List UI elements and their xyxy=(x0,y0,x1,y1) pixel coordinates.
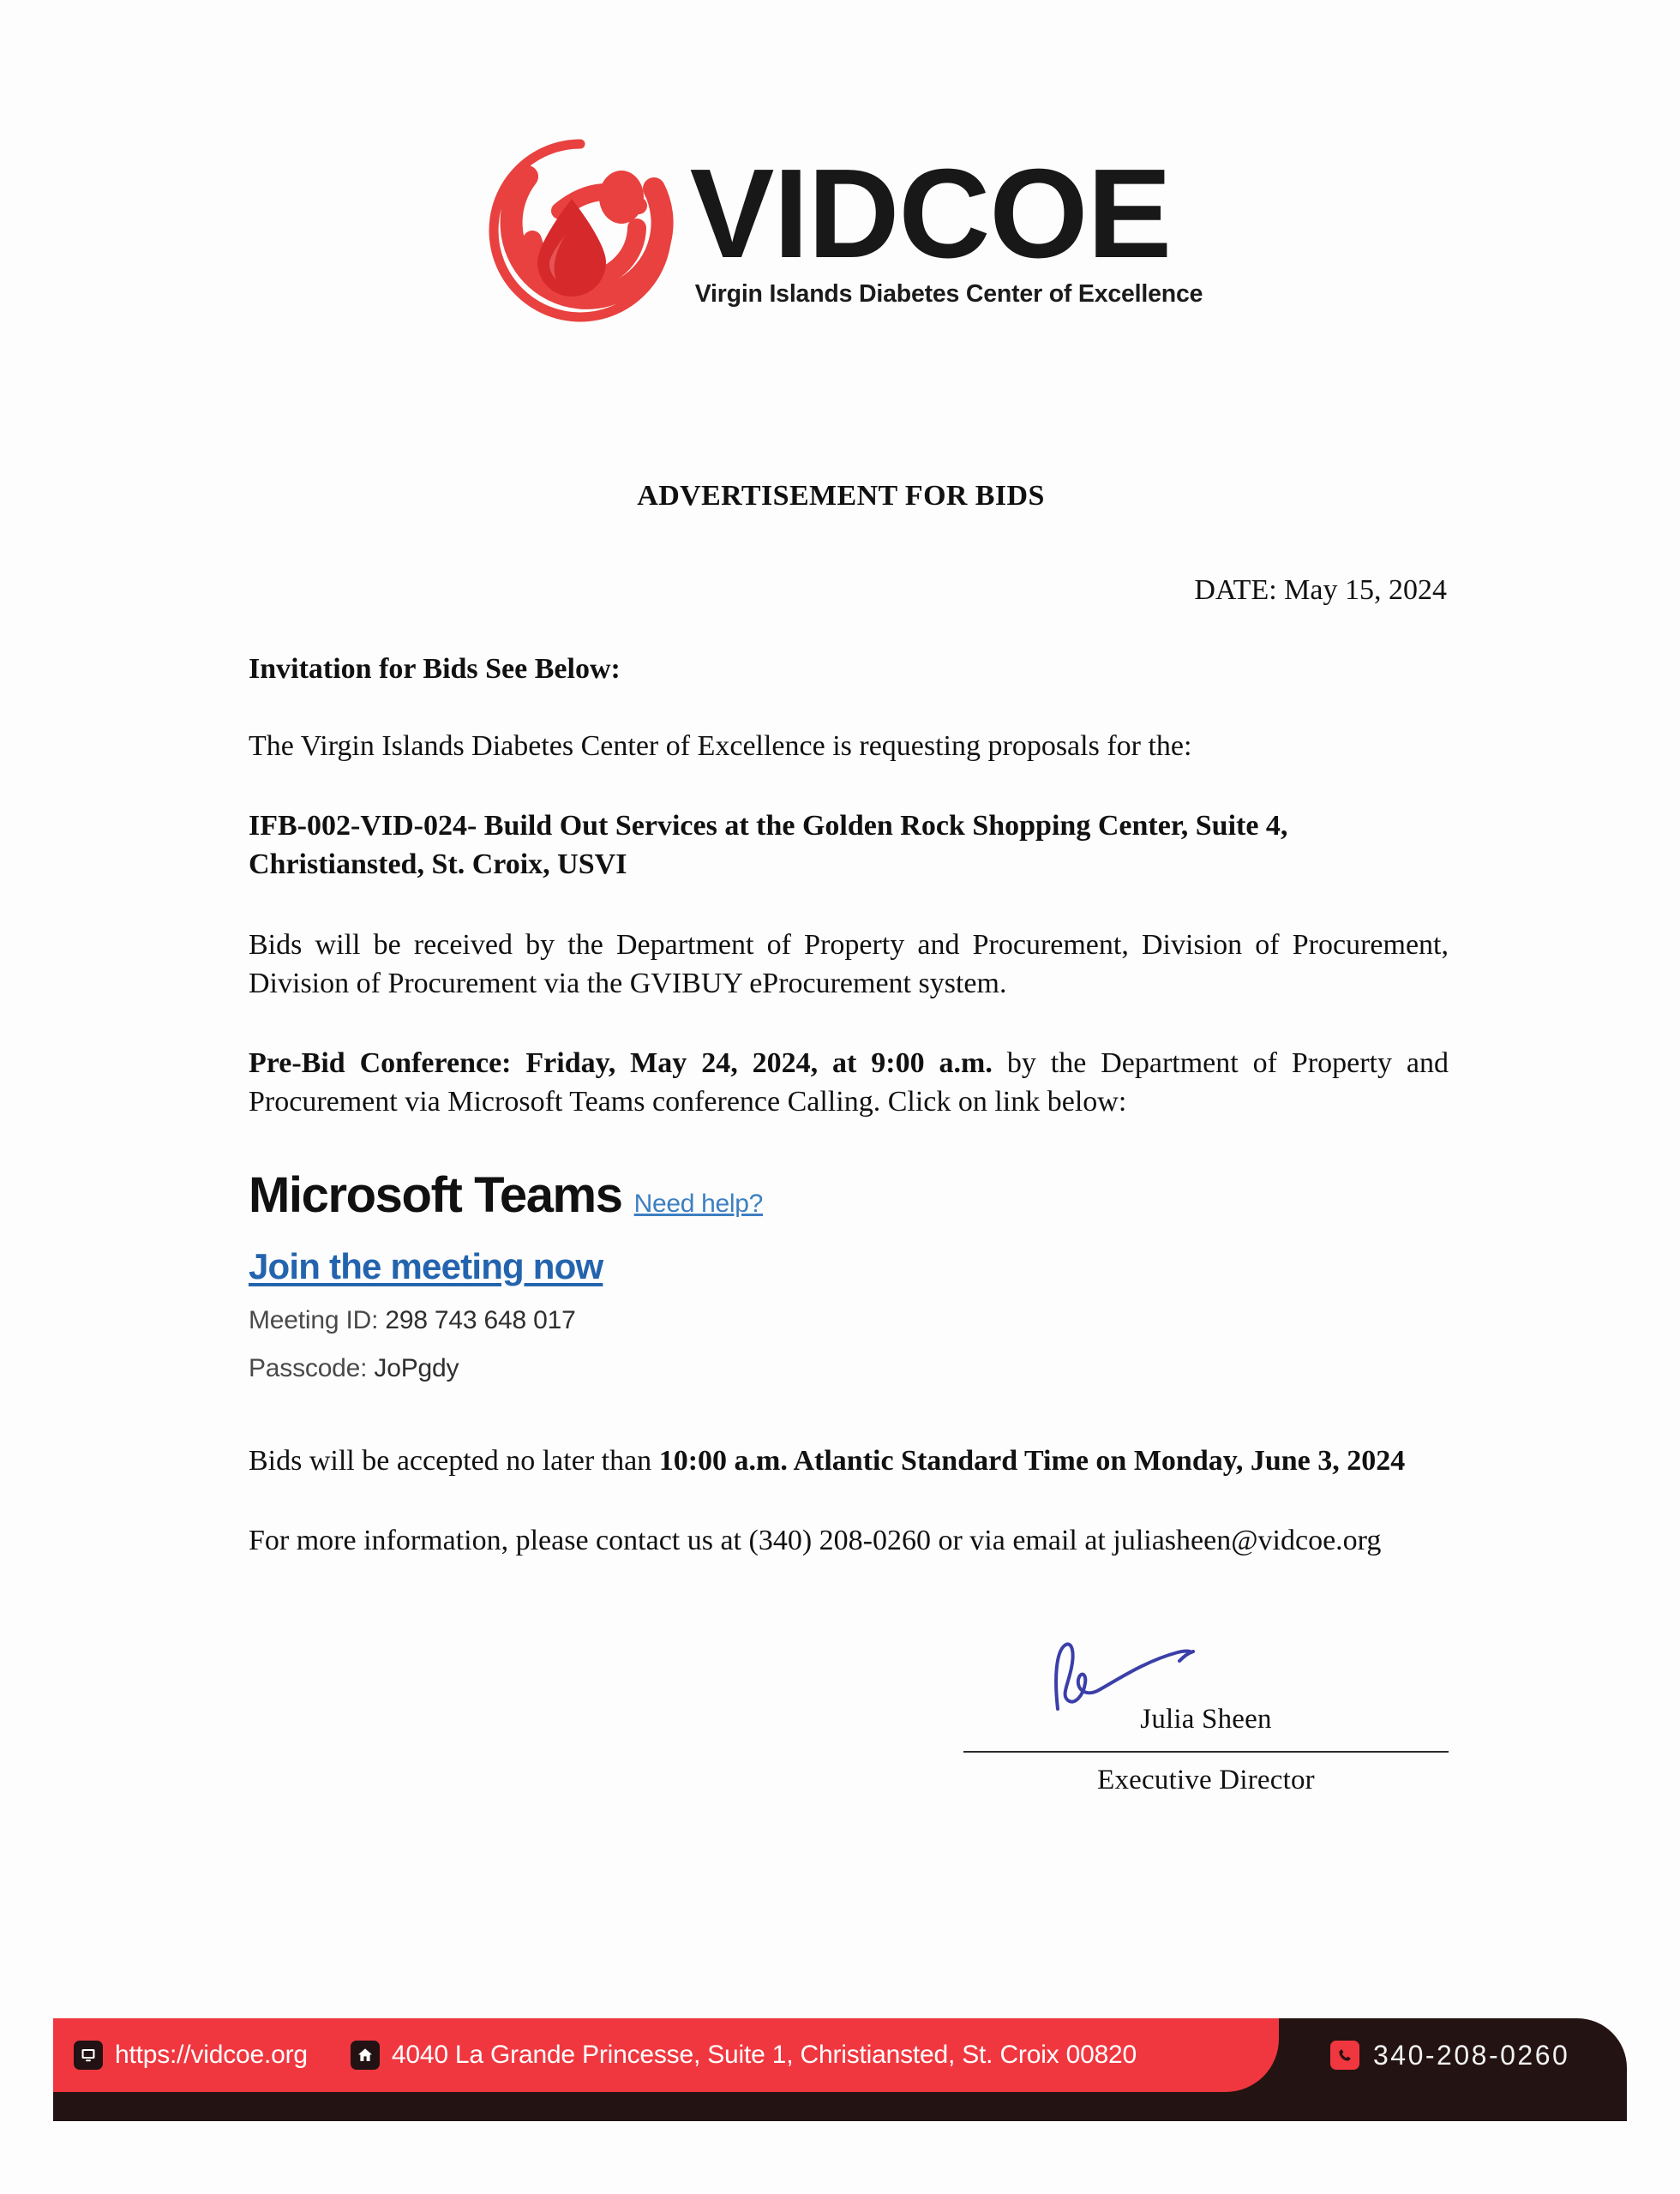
footer-phone-group xyxy=(1330,2018,1569,2092)
footer-address: 4040 La Grande Princesse, Suite 1, Christiansted, St. Croix 00820 xyxy=(391,2041,1137,2069)
document-body xyxy=(249,480,1449,1796)
prebid-rest-text: by the Department of Property and Procurement via Microsoft Teams conference Calling. Click on link below: xyxy=(249,1047,1449,1118)
prebid-bold-text: Pre-Bid Conference: Friday, May 24, 2024, at 9:00 a.m. xyxy=(249,1047,993,1080)
passcode-value: JoPgdy xyxy=(374,1353,459,1382)
signature-rule xyxy=(963,1751,1449,1753)
monitor-icon xyxy=(74,2041,103,2070)
logo-wordmark: VIDCOE xyxy=(689,143,1172,285)
bid-receiving-paragraph: Bids will be received by the Department of Property and Procurement, Division of Procurement, Division of Procurement via the GVIBUY eProcurement system. xyxy=(249,928,1449,999)
signature-block xyxy=(249,1634,1449,1796)
meeting-id-line xyxy=(249,1306,1449,1335)
deadline-bold-text: 10:00 a.m. Atlantic Standard Time on Monday, June 3, 2024 xyxy=(658,1444,1406,1477)
teams-title: Microsoft Teams xyxy=(249,1166,622,1223)
invitation-heading: Invitation for Bids See Below: xyxy=(249,653,621,685)
footer-bar xyxy=(53,2018,1627,2121)
passcode-label: Passcode: xyxy=(249,1353,375,1382)
deadline-lead-text: Bids will be accepted no later than xyxy=(249,1444,659,1477)
signer-role: Executive Director xyxy=(1097,1764,1315,1795)
logo-tagline: Virgin Islands Diabetes Center of Excellence xyxy=(694,279,1203,308)
organization-logo xyxy=(0,129,1680,324)
prebid-conference-paragraph xyxy=(249,1044,1449,1121)
footer-phone[interactable]: 340-208-0260 xyxy=(1373,2039,1570,2071)
join-meeting-link[interactable]: Join the meeting now xyxy=(249,1245,603,1286)
footer-contact-group xyxy=(74,2018,1137,2092)
meeting-id-label: Meeting ID: xyxy=(249,1305,386,1334)
need-help-link[interactable]: Need help? xyxy=(633,1189,764,1218)
page-title: ADVERTISEMENT FOR BIDS xyxy=(637,480,1045,512)
home-icon xyxy=(351,2041,380,2070)
teams-meeting-block xyxy=(249,1166,1449,1383)
contact-paragraph: For more information, please contact us at (340) 208-0260 or via email at juliasheen@vidcoe.org xyxy=(249,1524,1382,1556)
intro-paragraph: The Virgin Islands Diabetes Center of Excellence is requesting proposals for the: xyxy=(249,730,1192,762)
bid-deadline-paragraph xyxy=(249,1442,1449,1480)
footer-website[interactable]: https://vidcoe.org xyxy=(115,2041,308,2069)
ifb-title: IFB-002-VID-024- Build Out Services at the Golden Rock Shopping Center, Suite 4, Christiansted, St. Croix, USVI xyxy=(249,810,1288,881)
vidcoe-emblem-icon xyxy=(477,132,683,327)
document-date: DATE: May 15, 2024 xyxy=(1194,574,1447,606)
phone-icon xyxy=(1330,2041,1359,2070)
meeting-id-value: 298 743 648 017 xyxy=(385,1305,576,1334)
passcode-line xyxy=(249,1354,1449,1383)
signer-name: Julia Sheen xyxy=(1140,1703,1272,1735)
